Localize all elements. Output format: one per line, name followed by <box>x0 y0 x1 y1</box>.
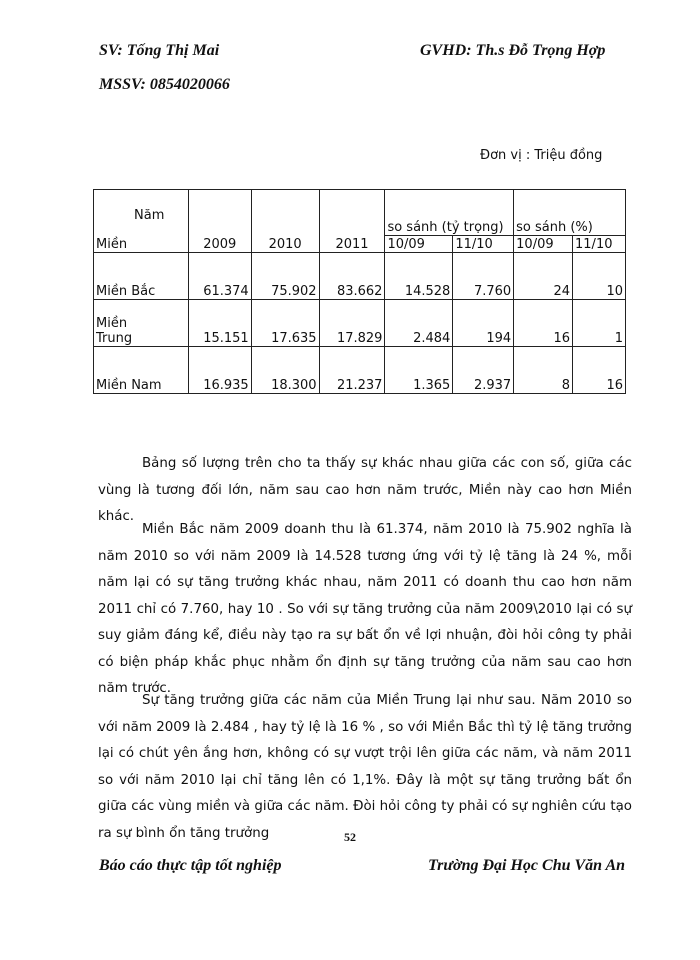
year-label: Năm <box>134 208 165 223</box>
col-2009: 2009 <box>188 190 251 253</box>
region-cell: Miền Nam <box>94 347 189 394</box>
sub-ratio-1009: 10/09 <box>385 236 453 253</box>
sub-pct-1009: 10/09 <box>514 236 573 253</box>
value-cell: 16 <box>573 347 626 394</box>
col-2011: 2011 <box>319 190 385 253</box>
footer-school: Trường Đại Học Chu Văn An <box>428 857 626 874</box>
group-ratio: so sánh (tỷ trọng) <box>385 190 514 236</box>
revenue-table <box>93 189 626 394</box>
paragraph-3 <box>98 688 632 847</box>
value-cell: 194 <box>453 300 514 347</box>
value-cell: 2.937 <box>453 347 514 394</box>
value-cell: 17.829 <box>319 300 385 347</box>
table-row <box>94 253 626 300</box>
value-cell: 16.935 <box>188 347 251 394</box>
table-row <box>94 300 626 347</box>
value-cell: 2.484 <box>385 300 453 347</box>
sub-pct-1110: 11/10 <box>573 236 626 253</box>
paragraph-1-text: Bảng số lượng trên cho ta thấy sự khác nhau giữa các con số, giữa các vùng là tương đối lớn, năm sau cao hơn năm trước, Miền này cao hơn Miền khác. <box>98 456 632 524</box>
value-cell: 17.635 <box>251 300 319 347</box>
value-cell: 14.528 <box>385 253 453 300</box>
value-cell: 7.760 <box>453 253 514 300</box>
region-line-1: Miền <box>96 316 128 331</box>
unit-note: Đơn vị : Triệu đồng <box>480 148 603 163</box>
value-cell: 18.300 <box>251 347 319 394</box>
value-cell: 16 <box>514 300 573 347</box>
region-line-2: Trung <box>96 331 133 346</box>
table-row <box>94 347 626 394</box>
value-cell: 15.151 <box>188 300 251 347</box>
corner-cell <box>94 190 189 253</box>
paragraph-3-text: Sự tăng trưởng giữa các năm của Miền Trung lại như sau. Năm 2010 so với năm 2009 là 2.484 , hay tỷ lệ là 16 % , so với Miền Bắc thì tỷ lệ tăng trưởng lại có chút yên ắng hơn, không có sự vượt trội lên giữa các năm, và năm 2011 so với năm 2010 lại chỉ tăng lên có 1,1%. Đây là một sự tăng trưởng bất ổn giữa các vùng miền và giữa các năm. Đòi hỏi công ty phải có sự nghiên cứu tạo ra sự bình ổn tăng trưởng <box>98 693 632 841</box>
student-id: MSSV: 0854020066 <box>99 76 230 93</box>
footer-report-title: Báo cáo thực tập tốt nghiệp <box>99 857 282 874</box>
value-cell: 1.365 <box>385 347 453 394</box>
table-header-row <box>94 190 626 236</box>
advisor-name: GVHD: Th.s Đỗ Trọng Hợp <box>420 42 606 59</box>
region-label: Miền <box>96 237 128 252</box>
value-cell: 24 <box>514 253 573 300</box>
col-2010: 2010 <box>251 190 319 253</box>
value-cell: 75.902 <box>251 253 319 300</box>
paragraph-2 <box>98 517 632 703</box>
value-cell: 1 <box>573 300 626 347</box>
region-cell <box>94 300 189 347</box>
value-cell: 10 <box>573 253 626 300</box>
value-cell: 83.662 <box>319 253 385 300</box>
page-number: 52 <box>344 830 356 844</box>
paragraph-2-text: Miền Bắc năm 2009 doanh thu là 61.374, năm 2010 là 75.902 nghĩa là năm 2010 so với năm 2009 là 14.528 tương ứng với tỷ lệ tăng là 24 %, mỗi năm lại có sự tăng trưởng khác nhau, năm 2011 có doanh thu cao hơn năm 2011 chỉ có 7.760, hay 10 . So với sự tăng trưởng của năm 2009\2010 lại có sự suy giảm đáng kể, điều này tạo ra sự bất ổn về lợi nhuận, đòi hỏi công ty phải có biện pháp khắc phục nhằm ổn định sự tăng trưởng của năm sau cao hơn năm trước. <box>98 522 632 696</box>
sub-ratio-1110: 11/10 <box>453 236 514 253</box>
group-percent: so sánh (%) <box>514 190 626 236</box>
value-cell: 8 <box>514 347 573 394</box>
value-cell: 21.237 <box>319 347 385 394</box>
region-cell: Miền Bắc <box>94 253 189 300</box>
student-name: SV: Tống Thị Mai <box>99 42 220 59</box>
value-cell: 61.374 <box>188 253 251 300</box>
